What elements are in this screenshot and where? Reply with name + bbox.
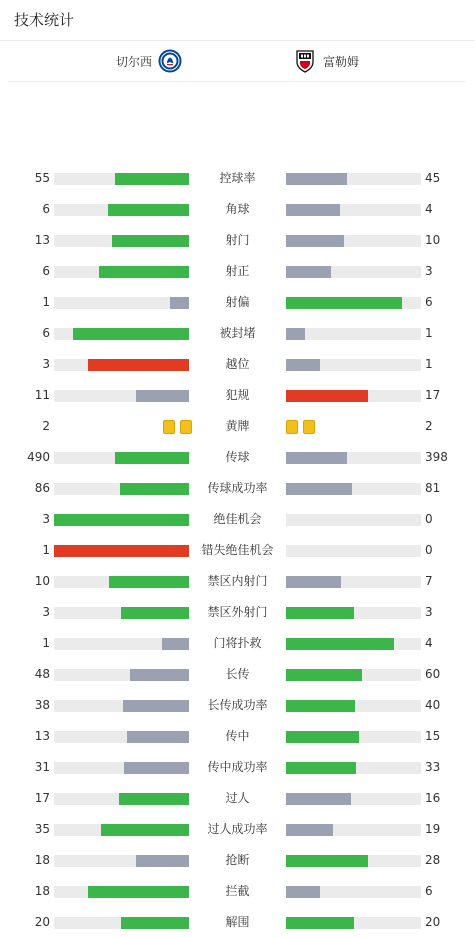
stat-label: 射偏: [225, 295, 250, 309]
home-stat-bar-fill: [130, 669, 189, 681]
away-stat-bar-fill: [286, 204, 340, 216]
away-stat-value: 10: [425, 233, 441, 247]
stat-row: [0, 411, 475, 442]
away-stat-bar-fill: [286, 452, 347, 464]
home-stat-value: 31: [34, 760, 50, 774]
away-stat-value: 0: [425, 512, 433, 526]
stat-label: 越位: [225, 357, 250, 371]
home-stat-bar-fill: [115, 452, 189, 464]
stat-label: 角球: [225, 202, 250, 216]
stat-row: [0, 535, 475, 566]
away-stat-bar-track: [286, 235, 421, 247]
home-stat-value: 20: [34, 915, 50, 929]
stat-row: [0, 814, 475, 845]
home-stat-bar-fill: [127, 731, 189, 743]
stat-label: 长传: [225, 667, 250, 681]
away-stat-value: 2: [425, 419, 433, 433]
home-stat-bar-fill: [121, 917, 189, 929]
away-stat-value: 60: [425, 667, 441, 681]
away-stat-bar-track: [286, 824, 421, 836]
home-stat-bar-fill: [88, 886, 189, 898]
away-stat-value: 1: [425, 357, 433, 371]
home-stat-bar-track: [54, 638, 189, 650]
home-stat-value: 490: [27, 450, 50, 464]
away-stat-bar-track: [286, 328, 421, 340]
stat-label: 被封堵: [219, 326, 256, 340]
away-stat-bar-track: [286, 607, 421, 619]
away-stat-bar-fill: [286, 917, 354, 929]
away-stat-bar-track: [286, 297, 421, 309]
away-stat-value: 16: [425, 791, 441, 805]
home-team-name: 切尔西: [115, 54, 152, 69]
home-stat-value: 3: [42, 512, 50, 526]
away-stat-value: 1: [425, 326, 433, 340]
stat-label: 长传成功率: [207, 698, 268, 712]
home-stat-value: 13: [34, 729, 50, 743]
chelsea-crest-icon: [158, 49, 182, 73]
home-stat-bar-fill: [109, 576, 189, 588]
stat-label: 禁区内射门: [207, 574, 268, 588]
home-stat-bar-fill: [115, 173, 189, 185]
away-stat-bar-fill: [286, 328, 305, 340]
away-stat-bar-track: [286, 173, 421, 185]
away-stat-value: 19: [425, 822, 441, 836]
away-stat-value: 81: [425, 481, 441, 495]
away-stat-bar-track: [286, 762, 421, 774]
home-stat-value: 6: [42, 202, 50, 216]
stat-row: [0, 845, 475, 876]
home-stat-bar-track: [54, 359, 189, 371]
home-stat-bar-track: [54, 669, 189, 681]
away-stat-bar-track: [286, 638, 421, 650]
away-yellow-cards: [286, 420, 315, 434]
home-team[interactable]: [116, 41, 182, 81]
home-stat-bar-fill: [119, 793, 189, 805]
away-stat-bar-fill: [286, 731, 359, 743]
away-stat-bar-fill: [286, 173, 347, 185]
home-stat-bar-fill: [108, 204, 189, 216]
home-stat-value: 1: [42, 636, 50, 650]
home-stat-bar-track: [54, 452, 189, 464]
stat-row: [0, 163, 475, 194]
home-stat-bar-track: [54, 173, 189, 185]
home-stat-bar-track: [54, 886, 189, 898]
stat-row: [0, 504, 475, 535]
home-stat-bar-track: [54, 607, 189, 619]
home-stat-bar-track: [54, 514, 189, 526]
away-stat-value: 45: [425, 171, 441, 185]
away-stat-bar-fill: [286, 886, 320, 898]
away-stat-value: 33: [425, 760, 441, 774]
yellow-card-icon: [180, 420, 192, 434]
teams-header: [8, 41, 467, 82]
home-stat-bar-fill: [73, 328, 189, 340]
away-stat-value: 6: [425, 295, 433, 309]
home-stat-bar-track: [54, 700, 189, 712]
home-stat-bar-track: [54, 328, 189, 340]
stat-row: [0, 349, 475, 380]
away-team-name: 富勒姆: [323, 54, 360, 69]
away-stat-bar-fill: [286, 297, 402, 309]
yellow-card-icon: [286, 420, 298, 434]
away-stat-value: 6: [425, 884, 433, 898]
away-stat-bar-track: [286, 731, 421, 743]
home-stat-value: 2: [42, 419, 50, 433]
home-stat-value: 6: [42, 264, 50, 278]
away-stat-bar-track: [286, 793, 421, 805]
stat-row: [0, 876, 475, 907]
away-stat-bar-track: [286, 359, 421, 371]
away-stat-bar-track: [286, 545, 421, 557]
home-stat-bar-track: [54, 576, 189, 588]
stat-label: 抢断: [225, 853, 250, 867]
stat-row: [0, 907, 475, 938]
home-stat-value: 17: [34, 791, 50, 805]
away-stat-bar-fill: [286, 235, 344, 247]
away-stat-bar-fill: [286, 793, 351, 805]
stat-row: [0, 194, 475, 225]
away-stat-value: 3: [425, 605, 433, 619]
stat-row: [0, 659, 475, 690]
stat-label: 传中成功率: [207, 760, 268, 774]
away-stat-bar-fill: [286, 576, 341, 588]
fulham-crest-icon: [293, 49, 317, 73]
away-stat-bar-track: [286, 886, 421, 898]
stat-label: 拦截: [225, 884, 250, 898]
away-stat-bar-track: [286, 514, 421, 526]
away-stat-bar-fill: [286, 700, 355, 712]
away-stat-value: 3: [425, 264, 433, 278]
away-stat-bar-fill: [286, 824, 333, 836]
away-stat-bar-fill: [286, 638, 394, 650]
away-stat-bar-fill: [286, 266, 331, 278]
away-stat-bar-fill: [286, 762, 356, 774]
home-stat-value: 6: [42, 326, 50, 340]
away-stat-bar-fill: [286, 483, 352, 495]
away-stat-value: 20: [425, 915, 441, 929]
home-stat-value: 3: [42, 605, 50, 619]
home-stat-bar-fill: [54, 514, 189, 526]
stat-row: [0, 287, 475, 318]
away-team[interactable]: [293, 41, 359, 81]
home-stat-bar-fill: [124, 762, 189, 774]
home-stat-bar-track: [54, 793, 189, 805]
home-stat-bar-fill: [99, 266, 189, 278]
home-stat-value: 86: [34, 481, 50, 495]
home-stat-bar-track: [54, 917, 189, 929]
home-stat-value: 1: [42, 543, 50, 557]
stat-label: 禁区外射门: [207, 605, 268, 619]
home-stat-value: 35: [34, 822, 50, 836]
stat-row: [0, 628, 475, 659]
home-stat-value: 55: [34, 171, 50, 185]
away-stat-bar-fill: [286, 607, 354, 619]
stat-label: 控球率: [219, 171, 256, 185]
away-stat-value: 17: [425, 388, 441, 402]
away-stat-bar-track: [286, 452, 421, 464]
away-stat-value: 398: [425, 450, 448, 464]
stat-row: [0, 225, 475, 256]
away-stat-bar-track: [286, 483, 421, 495]
home-stat-bar-track: [54, 545, 189, 557]
stat-label: 解围: [225, 915, 250, 929]
stat-label: 传中: [225, 729, 250, 743]
stat-label: 过人成功率: [207, 822, 268, 836]
home-stat-bar-track: [54, 297, 189, 309]
home-stat-bar-fill: [112, 235, 189, 247]
away-stat-bar-track: [286, 917, 421, 929]
page-title: 技术统计: [0, 0, 475, 41]
home-stat-bar-fill: [121, 607, 189, 619]
stat-row: [0, 690, 475, 721]
away-stat-bar-fill: [286, 359, 320, 371]
home-stat-value: 11: [34, 388, 50, 402]
home-yellow-cards: [163, 420, 192, 434]
home-stat-bar-fill: [88, 359, 189, 371]
stat-row: [0, 566, 475, 597]
stat-row: [0, 380, 475, 411]
home-stat-bar-fill: [54, 545, 189, 557]
away-stat-value: 40: [425, 698, 441, 712]
stat-label: 过人: [225, 791, 250, 805]
yellow-card-icon: [303, 420, 315, 434]
away-stat-bar-track: [286, 700, 421, 712]
home-stat-bar-fill: [120, 483, 189, 495]
stat-label: 射正: [225, 264, 250, 278]
away-stat-value: 15: [425, 729, 441, 743]
home-stat-bar-track: [54, 266, 189, 278]
stat-label: 黄牌: [225, 419, 250, 433]
away-stat-bar-track: [286, 576, 421, 588]
home-stat-bar-track: [54, 762, 189, 774]
home-stat-bar-fill: [170, 297, 189, 309]
away-stat-value: 4: [425, 636, 433, 650]
stat-row: [0, 256, 475, 287]
home-stat-value: 3: [42, 357, 50, 371]
stat-label: 门将扑救: [213, 636, 262, 650]
home-stat-bar-fill: [136, 390, 189, 402]
stat-label: 射门: [225, 233, 250, 247]
home-stat-value: 1: [42, 295, 50, 309]
home-stat-value: 18: [34, 884, 50, 898]
home-stat-value: 10: [34, 574, 50, 588]
away-stat-bar-fill: [286, 669, 362, 681]
stat-label: 绝佳机会: [213, 512, 262, 526]
stat-label: 传球: [225, 450, 250, 464]
home-stat-value: 48: [34, 667, 50, 681]
away-stat-bar-track: [286, 266, 421, 278]
home-stat-bar-fill: [123, 700, 189, 712]
stat-row: [0, 597, 475, 628]
home-stat-bar-track: [54, 390, 189, 402]
away-stat-value: 7: [425, 574, 433, 588]
stat-row: [0, 473, 475, 504]
home-stat-bar-track: [54, 824, 189, 836]
home-stat-bar-track: [54, 235, 189, 247]
home-stat-bar-track: [54, 204, 189, 216]
away-stat-bar-track: [286, 390, 421, 402]
home-stat-value: 18: [34, 853, 50, 867]
away-stat-value: 0: [425, 543, 433, 557]
stat-row: [0, 721, 475, 752]
home-stat-bar-fill: [101, 824, 189, 836]
away-stat-value: 4: [425, 202, 433, 216]
home-stat-bar-track: [54, 483, 189, 495]
stat-label: 犯规: [225, 388, 250, 402]
stat-row: [0, 752, 475, 783]
away-stat-value: 28: [425, 853, 441, 867]
home-stat-value: 38: [34, 698, 50, 712]
stat-row: [0, 442, 475, 473]
home-stat-bar-track: [54, 731, 189, 743]
home-stat-value: 13: [34, 233, 50, 247]
home-stat-bar-fill: [162, 638, 189, 650]
yellow-card-icon: [163, 420, 175, 434]
away-stat-bar-track: [286, 204, 421, 216]
away-stat-bar-fill: [286, 390, 368, 402]
stat-row: [0, 318, 475, 349]
stat-label: 传球成功率: [207, 481, 268, 495]
away-stat-bar-track: [286, 669, 421, 681]
stat-row: [0, 783, 475, 814]
stat-label: 错失绝佳机会: [201, 543, 274, 557]
